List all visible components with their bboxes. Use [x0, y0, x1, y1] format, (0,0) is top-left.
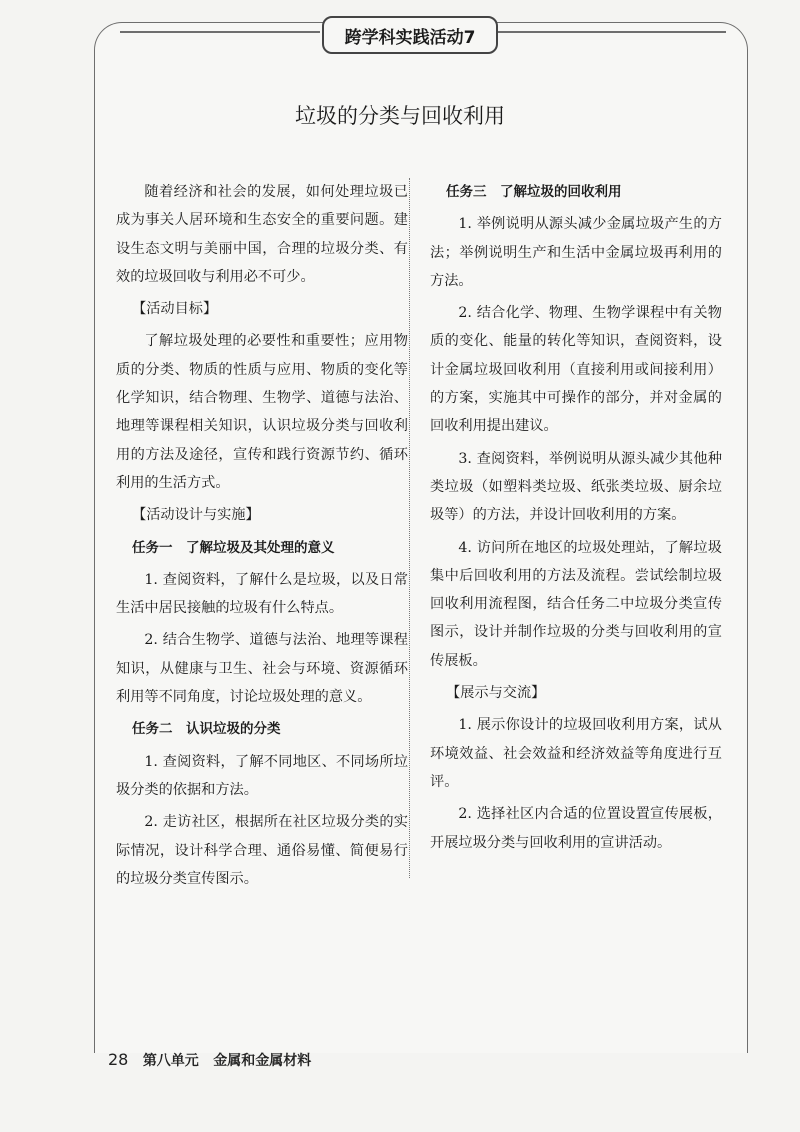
section-heading: 【展示与交流】 — [446, 685, 546, 702]
paragraph: 1. 举例说明从源头减少金属垃圾产生的方法；举例说明生产和生活中金属垃圾再利用的方法。 — [430, 216, 722, 289]
header-rule-right — [496, 31, 726, 33]
unit-label: 第八单元 — [142, 1053, 199, 1069]
paragraph: 随着经济和社会的发展，如何处理垃圾已成为事关人居环境和生态安全的重要问题。建设生态文明与美丽中国，合理的垃圾分类、有效的垃圾回收与利用必不可少。 — [116, 184, 408, 285]
section-heading: 【活动目标】 — [132, 301, 218, 318]
activity-header-label: 跨学科实践活动7 — [344, 27, 476, 48]
unit-title: 金属和金属材料 — [213, 1053, 312, 1069]
right-column — [430, 174, 722, 857]
activity-header-tab — [322, 16, 498, 54]
paragraph: 2. 走访社区，根据所在社区垃圾分类的实际情况，设计科学合理、通俗易懂、简便易行的垃圾分类宣传图示。 — [116, 814, 408, 887]
left-column — [116, 174, 408, 893]
column-divider — [409, 178, 410, 878]
task-heading: 任务三 了解垃圾的回收利用 — [446, 184, 622, 200]
paragraph: 1. 展示你设计的垃圾回收利用方案，试从环境效益、社会效益和经济效益等角度进行互评。 — [430, 717, 722, 790]
page-footer — [108, 1050, 311, 1070]
section-heading: 【活动设计与实施】 — [132, 507, 260, 524]
page-number: 28 — [108, 1050, 129, 1069]
paragraph: 2. 选择社区内合适的位置设置宣传展板，开展垃圾分类与回收利用的宣讲活动。 — [430, 806, 722, 851]
header-rule-left — [120, 31, 320, 33]
paragraph: 2. 结合化学、物理、生物学课程中有关物质的变化、能量的转化等知识，查阅资料，设计金属垃圾回收利用（直接利用或间接利用）的方案，实施其中可操作的部分，并对金属的回收利用提出建议。 — [430, 305, 722, 435]
paragraph: 2. 结合生物学、道德与法治、地理等课程知识，从健康与卫生、社会与环境、资源循环利用等不同角度，讨论垃圾处理的意义。 — [116, 632, 408, 706]
task-heading: 任务二 认识垃圾的分类 — [132, 721, 281, 738]
task-heading: 任务一 了解垃圾及其处理的意义 — [132, 539, 335, 556]
paragraph: 3. 查阅资料，举例说明从源头减少其他种类垃圾（如塑料类垃圾、纸张类垃圾、厨余垃圾等）的方法，并设计回收利用的方案。 — [430, 450, 722, 524]
paragraph: 1. 查阅资料，了解不同地区、不同场所垃圾分类的依据和方法。 — [116, 753, 408, 798]
page-title: 垃圾的分类与回收利用 — [295, 104, 505, 128]
paragraph: 1. 查阅资料，了解什么是垃圾，以及日常生活中居民接触的垃圾有什么特点。 — [116, 571, 408, 617]
paragraph: 4. 访问所在地区的垃圾处理站，了解垃圾集中后回收利用的方法及流程。尝试绘制垃圾回收利用流程图，结合任务二中垃圾分类宣传图示，设计并制作垃圾的分类与回收利用的宣传展板。 — [430, 539, 722, 669]
paragraph: 了解垃圾处理的必要性和重要性；应用物质的分类、物质的性质与应用、物质的变化等化学知识，结合物理、生物学、道德与法治、地理等课程相关知识，认识垃圾分类与回收利用的方法及途径，宣传和践行资源节约、循环利用的生活方式。 — [116, 333, 408, 491]
